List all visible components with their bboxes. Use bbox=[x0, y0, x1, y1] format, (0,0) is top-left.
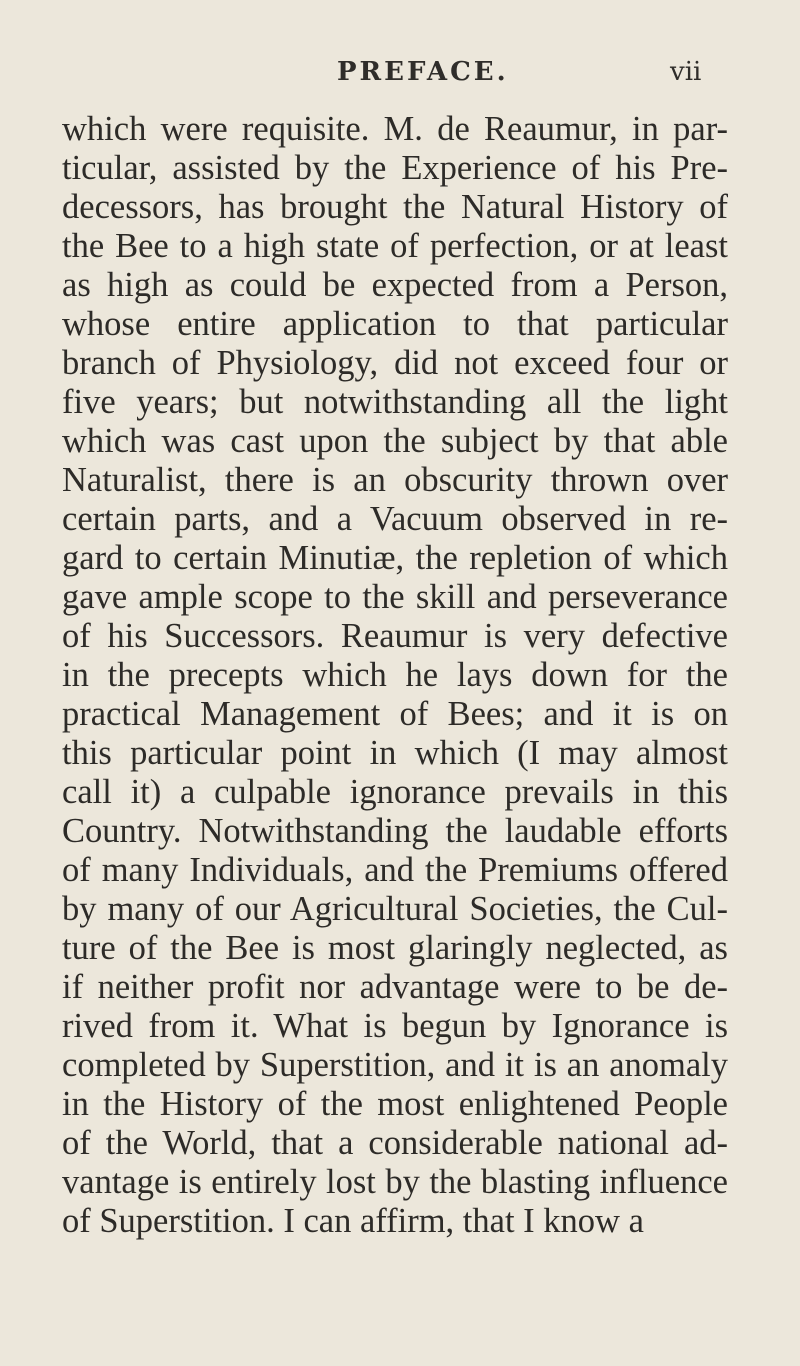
running-title: PREFACE. bbox=[337, 57, 509, 87]
text-line: ticular, assisted by the Experience of his Pre- bbox=[62, 149, 728, 187]
text-line: of the World, that a considerable national ad- bbox=[62, 1124, 728, 1162]
text-line: by many of our Agricultural Societies, the Cul- bbox=[62, 890, 728, 928]
text-line: Country. Notwithstanding the laudable efforts bbox=[62, 812, 728, 850]
text-line: this particular point in which (I may almost bbox=[62, 734, 728, 772]
text-line: if neither profit nor advantage were to be de- bbox=[62, 968, 728, 1006]
text-line: decessors, has brought the Natural History of bbox=[62, 188, 728, 226]
text-line: of his Successors. Reaumur is very defective bbox=[62, 617, 728, 655]
page-header bbox=[0, 57, 800, 97]
text-line: practical Management of Bees; and it is on bbox=[62, 695, 728, 733]
text-line: Naturalist, there is an obscurity thrown over bbox=[62, 461, 728, 499]
text-line: in the History of the most enlightened People bbox=[62, 1085, 728, 1123]
text-line: vantage is entirely lost by the blasting influence bbox=[62, 1163, 728, 1201]
text-line: call it) a culpable ignorance prevails in this bbox=[62, 773, 728, 811]
text-line: certain parts, and a Vacuum observed in re- bbox=[62, 500, 728, 538]
text-line: five years; but notwithstanding all the light bbox=[62, 383, 728, 421]
text-line: of many Individuals, and the Premiums offered bbox=[62, 851, 728, 889]
text-line: in the precepts which he lays down for the bbox=[62, 656, 728, 694]
body-text bbox=[62, 110, 728, 1241]
text-line: gave ample scope to the skill and perseverance bbox=[62, 578, 728, 616]
text-line: the Bee to a high state of perfection, or at least bbox=[62, 227, 728, 265]
text-line: ture of the Bee is most glaringly neglected, as bbox=[62, 929, 728, 967]
text-line: of Superstition. I can affirm, that I know a bbox=[62, 1202, 644, 1240]
page-number: vii bbox=[670, 57, 702, 87]
text-line: gard to certain Minutiæ, the repletion of which bbox=[62, 539, 728, 577]
text-line: branch of Physiology, did not exceed four or bbox=[62, 344, 728, 382]
text-line: rived from it. What is begun by Ignorance is bbox=[62, 1007, 728, 1045]
text-line: which was cast upon the subject by that able bbox=[62, 422, 728, 460]
text-line: whose entire application to that particular bbox=[62, 305, 728, 343]
text-line: as high as could be expected from a Person, bbox=[62, 266, 728, 304]
text-line: completed by Superstition, and it is an anomaly bbox=[62, 1046, 728, 1084]
text-line: which were requisite. M. de Reaumur, in par- bbox=[62, 110, 728, 148]
